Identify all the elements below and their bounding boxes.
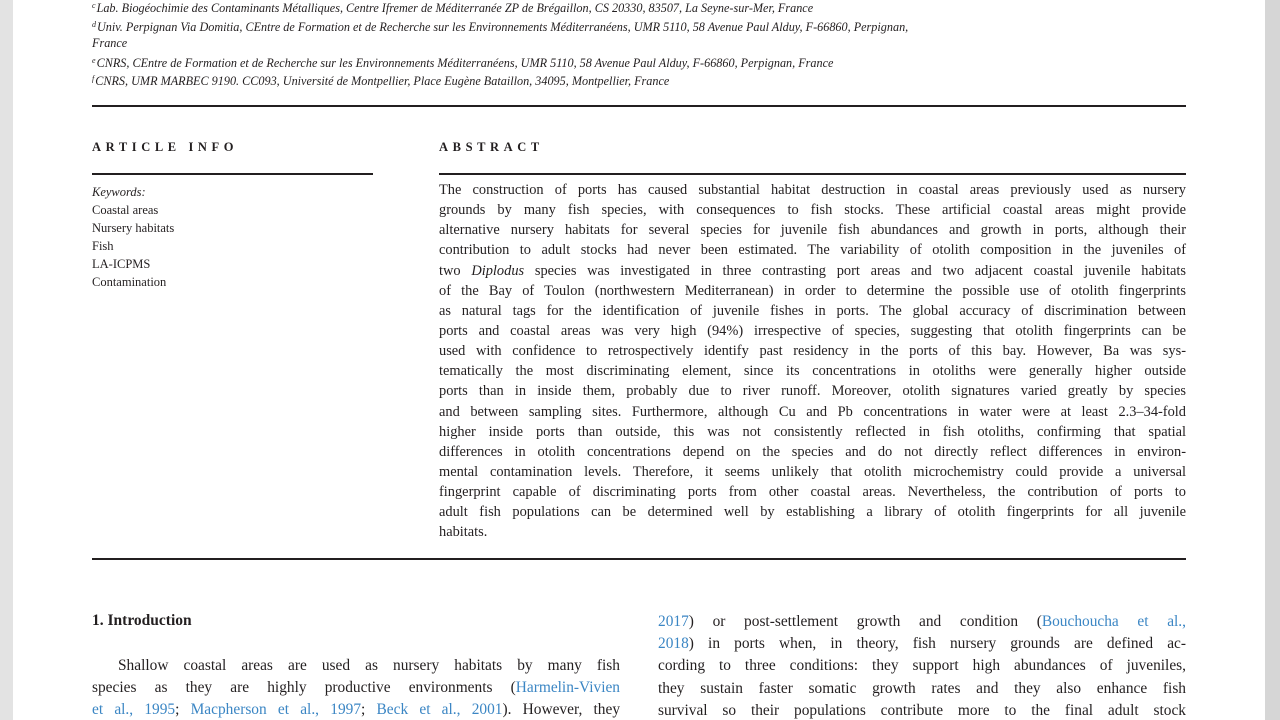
citation-link[interactable]: Macpherson et al., 1997	[190, 701, 362, 719]
abstract-line: ports and coastal areas was very high (94%) irrespective of species, suggesting that otolith fingerprints can be	[439, 322, 1186, 339]
body-line	[92, 655, 620, 677]
abstract-line: habitats.	[439, 524, 488, 541]
affiliation-d-continuation	[92, 34, 127, 52]
keyword-item: LA-ICPMS	[92, 257, 151, 271]
header-divider	[92, 105, 1186, 107]
introduction-right-column	[658, 611, 1186, 720]
abstract-line: of the Bay of Toulon (northwestern Mediterranean) in order to determine the possible use of otolith fingerprints	[439, 282, 1186, 299]
abstract-text-run: species was investigated in three contrasting port areas and two adjacent coastal juvenile habitats	[524, 262, 1187, 279]
affiliation-f	[92, 70, 669, 90]
affiliation-text: CNRS, CEntre de Formation et de Recherche sur les Environnements Méditerranéens, UMR 5110, 58 Avenue Paul Alduy, F-66860, Perpignan, France	[96, 56, 834, 70]
introduction-heading: 1. Introduction	[92, 612, 192, 629]
affiliation-mark: c	[92, 1, 96, 10]
affiliation-c	[92, 0, 813, 17]
abstract-line: higher inside ports than outside, this was not consistently reflected in fish otoliths, confirming that spatial	[439, 423, 1186, 440]
abstract-line: fingerprint capable of discriminating ports from other coastal areas. Nevertheless, the contribution of ports to	[439, 484, 1186, 501]
abstract-heading: ABSTRACT	[439, 140, 544, 154]
body-text-run: they sustain faster somatic growth rates and they also enhance fish	[658, 679, 1186, 697]
keyword-item: Contamination	[92, 275, 167, 289]
body-line	[658, 633, 1186, 655]
article-info-divider	[92, 173, 373, 175]
keyword-item: Nursery habitats	[92, 221, 175, 235]
keyword-item: Fish	[92, 239, 114, 253]
citation-link[interactable]: et al., 1995	[92, 701, 176, 719]
abstract-line: contribution to adult stocks had never been estimated. The variability of otolith composition in the juveniles of	[439, 242, 1186, 259]
abstract-line: ports than in inside them, probably due to river runoff. Moreover, otolith signatures varied greatly by species	[439, 383, 1186, 400]
body-text-run: ). However, they	[502, 701, 621, 719]
affiliation-mark: e	[92, 56, 96, 65]
abstract-text	[439, 180, 1186, 543]
body-line	[658, 678, 1186, 700]
document-page	[13, 0, 1265, 720]
body-line	[658, 611, 1186, 633]
citation-link[interactable]: Bouchoucha et al.,	[1041, 613, 1186, 630]
abstract-line: mental contamination levels. Therefore, it seems unlikely that otolith microchemistry could provide a universal	[439, 463, 1186, 480]
body-text-run: survival so their populations contribute more to the final adult stock	[658, 701, 1186, 719]
species-name-italic: Diplodus	[471, 262, 525, 279]
body-line	[92, 699, 620, 720]
affiliation-text: CNRS, UMR MARBEC 9190. CC093, Université de Montpellier, Place Eugène Bataillon, 34095, Montpellier, France	[95, 74, 670, 88]
body-text-run: ) in ports when, in theory, fish nursery grounds are defined ac-	[688, 635, 1186, 653]
affiliation-text: Lab. Biogéochimie des Contaminants Métalliques, Centre Ifremer de Méditerranée ZP de Brégaillon, CS 20330, 83507, La Seyne-sur-Mer, France	[96, 1, 814, 15]
body-text-run: ) or post-settlement growth and condition (	[688, 613, 1042, 630]
abstract-line: and between sampling sites. Furthermore, although Cu and Pb concentrations in water were at least 2.3–34-fold	[439, 403, 1186, 420]
abstract-text-run: two	[439, 262, 472, 279]
keywords-label: Keywords:	[92, 185, 146, 199]
abstract-line: as natural tags for the identification of juvenile fishes in ports. The global accuracy of discrimination between	[439, 302, 1186, 319]
citation-link[interactable]: 2018	[658, 635, 689, 653]
keywords-list	[92, 183, 174, 291]
abstract-divider	[439, 173, 1186, 175]
body-text-run: ;	[175, 701, 191, 719]
keyword-item: Coastal areas	[92, 203, 159, 217]
affiliation-e	[92, 52, 833, 72]
affiliation-text: Univ. Perpignan Via Domitia, CEntre de Formation et de Recherche sur les Environnements Méditerranéens, UMR 5110, 58 Avenue Paul Alduy, F-66860, Perpignan,	[97, 20, 909, 34]
abstract-line: adult fish populations can be determined well by establishing a library of otolith fingerprints for all juvenile	[439, 504, 1186, 521]
body-text-run: Shallow coastal areas are used as nursery habitats by many fish	[118, 657, 620, 674]
body-line	[92, 677, 620, 699]
abstract-line: grounds by many fish species, with consequences to fish stocks. These artificial coastal areas might provide	[439, 202, 1186, 219]
abstract-line: alternative nursery habitats for several species for juvenile fish abundances and growth in ports, although their	[439, 222, 1186, 239]
body-line	[658, 655, 1186, 677]
abstract-line: differences in otolith concentrations depend on the species and do not directly reflect differences in environ-	[439, 443, 1186, 460]
body-text-run: cording to three conditions: they support high abundances of juveniles,	[658, 657, 1186, 675]
abstract-bottom-divider	[92, 558, 1186, 560]
abstract-line: tematically the most discriminating element, since its concentrations in otoliths were generally higher outside	[439, 363, 1186, 380]
viewer-scrollbar-track[interactable]	[1264, 0, 1280, 720]
abstract-line	[439, 261, 1186, 281]
citation-link[interactable]: Beck et al., 2001	[376, 701, 503, 719]
body-line	[658, 700, 1186, 720]
citation-link[interactable]: 2017	[658, 613, 689, 630]
affiliation-text: France	[92, 36, 128, 50]
abstract-line: used with confidence to retrospectively identify past residency in the ports of this bay. However, Ba was sys-	[439, 343, 1186, 360]
body-text-run: species as they are highly productive environments (	[92, 679, 516, 697]
citation-link[interactable]: Harmelin-Vivien	[515, 679, 620, 697]
affiliation-d	[92, 16, 908, 36]
abstract-line: The construction of ports has caused substantial habitat destruction in coastal areas previously used as nursery	[439, 182, 1186, 198]
introduction-left-column	[92, 655, 620, 720]
affiliation-mark: f	[92, 74, 95, 83]
body-text-run: ;	[361, 701, 377, 719]
affiliation-mark: d	[92, 20, 96, 29]
viewer-left-margin	[0, 0, 13, 720]
article-info-heading: ARTICLE INFO	[92, 140, 239, 154]
